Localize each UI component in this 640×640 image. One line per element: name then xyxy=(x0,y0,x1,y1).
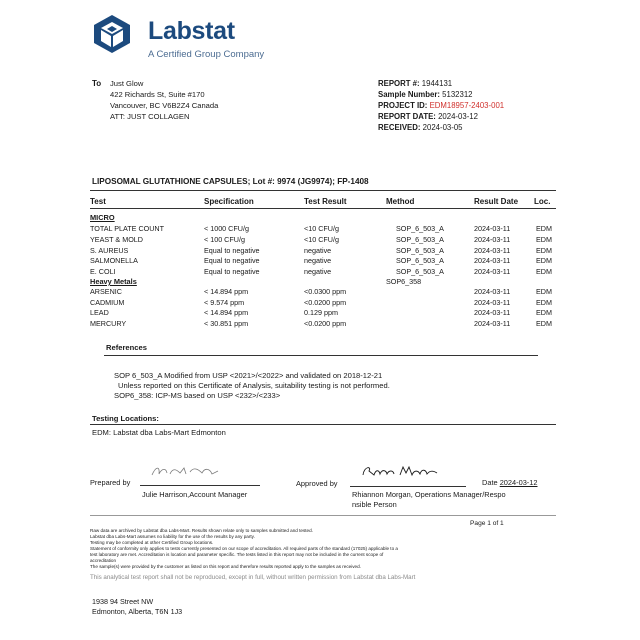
result-date: 2024-03-11 xyxy=(474,246,511,255)
report-number-row xyxy=(378,79,452,88)
test-result: negative xyxy=(304,267,332,276)
specification: < 100 CFU/g xyxy=(204,235,245,244)
disclaimer-line: Labstat dba Labs-Mart assumes no liability for the use of the results by any party. xyxy=(90,534,255,539)
result-date: 2024-03-11 xyxy=(474,298,511,307)
received-date: 2024-03-05 xyxy=(422,123,463,132)
prepared-by-label: Prepared by xyxy=(90,478,131,487)
signature-date: 2024-03-12 xyxy=(499,478,538,487)
signature-date-label: Date xyxy=(482,478,498,487)
col-location: Loc. xyxy=(534,197,551,206)
project-id-label: PROJECT ID: xyxy=(378,101,428,110)
result-date: 2024-03-11 xyxy=(474,287,511,296)
specification: Equal to negative xyxy=(204,246,260,255)
specification: < 1000 CFU/g xyxy=(204,224,249,233)
locations-divider xyxy=(90,424,556,425)
reference-line-3: SOP6_358: ICP-MS based on USP <232>/<233> xyxy=(114,391,281,400)
result-date: 2024-03-11 xyxy=(474,256,511,265)
col-test: Test xyxy=(90,197,106,206)
report-date-label: REPORT DATE: xyxy=(378,112,436,121)
approved-by-name-1: Rhiannon Morgan, Operations Manager/Respo xyxy=(352,490,506,499)
section-micro: MICRO xyxy=(90,213,115,222)
prepared-signature-line xyxy=(140,485,260,486)
received-row xyxy=(378,123,463,132)
method: SOP_6_503_A xyxy=(396,235,444,244)
header-divider xyxy=(90,208,556,209)
disclaimer-line: Testing may be completed at other Certified Group locations. xyxy=(90,540,214,545)
location: EDM xyxy=(536,319,552,328)
test-name: MERCURY xyxy=(90,319,127,328)
prepared-signature-icon xyxy=(150,462,222,480)
col-specification: Specification xyxy=(204,197,254,206)
test-name: LEAD xyxy=(90,308,109,317)
col-method: Method xyxy=(386,197,415,206)
testing-locations-heading: Testing Locations: xyxy=(92,414,159,423)
method: SOP_6_503_A xyxy=(396,224,444,233)
disclaimer-line: The sample(s) were provided by the customer as listed on this report and therefore results reported apply to the samples as received. xyxy=(90,564,361,569)
col-result-date: Result Date xyxy=(474,197,519,206)
sample-number-row xyxy=(378,90,473,99)
reference-line-1: SOP 6_503_A Modified from USP <2021>/<2022> and validated on 2018-12-21 xyxy=(114,371,383,380)
test-name: ARSENIC xyxy=(90,287,122,296)
test-result: <0.0200 ppm xyxy=(304,319,347,328)
result-date: 2024-03-11 xyxy=(474,224,511,233)
result-date: 2024-03-11 xyxy=(474,235,511,244)
test-result: <0.0200 ppm xyxy=(304,298,347,307)
product-title: LIPOSOMAL GLUTATHIONE CAPSULES; Lot #: 9974 (JG9974); FP-1408 xyxy=(92,177,369,186)
prepared-by-name: Julie Harrison,Account Manager xyxy=(142,490,248,499)
recipient-city: Vancouver, BC V6B2Z4 Canada xyxy=(110,101,219,110)
location: EDM xyxy=(536,267,552,276)
result-date: 2024-03-11 xyxy=(474,308,511,317)
disclaimer-line: Statement of conformity only applies to tests currently presented on our scope of accreditation. All required parts of the standard (17025) applicable to a xyxy=(90,546,398,551)
specification: < 30.851 ppm xyxy=(204,319,249,328)
col-test-result: Test Result xyxy=(304,197,347,206)
report-number: 1944131 xyxy=(421,79,453,88)
test-name: CADMIUM xyxy=(90,298,125,307)
location-edm: EDM: Labstat dba Labs-Mart Edmonton xyxy=(92,428,226,437)
disclaimer-divider xyxy=(90,515,556,516)
project-id-row xyxy=(378,101,504,110)
result-date: 2024-03-11 xyxy=(474,267,511,276)
test-result: negative xyxy=(304,256,332,265)
test-result: <10 CFU/g xyxy=(304,224,339,233)
test-name: E. COLI xyxy=(90,267,116,276)
received-label: RECEIVED: xyxy=(378,123,421,132)
disclaimer-line: accreditation xyxy=(90,558,117,563)
location: EDM xyxy=(536,287,552,296)
metals-method: SOP6_358 xyxy=(386,277,422,286)
approved-signature-line xyxy=(350,486,466,487)
specification: Equal to negative xyxy=(204,256,260,265)
approved-signature-icon xyxy=(360,462,440,480)
report-date-row xyxy=(378,112,478,121)
method: SOP_6_503_A xyxy=(396,267,444,276)
footer-address-line-1: 1938 94 Street NW xyxy=(92,597,154,606)
specification: < 14.894 ppm xyxy=(204,287,249,296)
test-name: YEAST & MOLD xyxy=(90,235,143,244)
reference-line-2: Unless reported on this Certificate of Analysis, suitability testing is not performed. xyxy=(118,381,390,390)
location: EDM xyxy=(536,246,552,255)
disclaimer-line: Raw data are archived by Labstat dba Labs-Mart. Results shown relate only to samples submitted and tested. xyxy=(90,528,313,533)
test-name: TOTAL PLATE COUNT xyxy=(90,224,165,233)
footer-address-line-2: Edmonton, Alberta, T6N 1J3 xyxy=(92,607,183,616)
location: EDM xyxy=(536,256,552,265)
method: SOP_6_503_A xyxy=(396,256,444,265)
brand-name: Labstat xyxy=(148,17,235,45)
test-result: negative xyxy=(304,246,332,255)
project-id: EDM18957-2403-001 xyxy=(429,101,505,110)
sample-number-label: Sample Number: xyxy=(378,90,440,99)
section-heavy-metals: Heavy Metals xyxy=(90,277,137,286)
reproduction-notice: This analytical test report shall not be reproduced, except in full, without written permission from Labstat dba Labs-Mart xyxy=(90,574,416,581)
disclaimer-line: test laboratory are met. Accreditation is location and parameter specific. The tests listed in this report may not be included in the current scope of xyxy=(90,552,384,557)
labstat-logo-icon xyxy=(92,14,132,54)
location: EDM xyxy=(536,235,552,244)
test-result: <10 CFU/g xyxy=(304,235,339,244)
approved-by-name-2: nsible Person xyxy=(352,500,397,509)
method: SOP_6_503_A xyxy=(396,246,444,255)
test-name: S. AUREUS xyxy=(90,246,129,255)
signature-date-row xyxy=(482,478,538,487)
location: EDM xyxy=(536,308,552,317)
result-date: 2024-03-11 xyxy=(474,319,511,328)
approved-by-label: Approved by xyxy=(296,479,338,488)
recipient-street: 422 Richards St, Suite #170 xyxy=(110,90,205,99)
references-divider xyxy=(104,355,538,356)
sample-number: 5132312 xyxy=(442,90,473,99)
specification: < 14.894 ppm xyxy=(204,308,249,317)
recipient-name: Just Glow xyxy=(110,79,144,88)
test-result: 0.129 ppm xyxy=(304,308,338,317)
test-result: <0.0300 ppm xyxy=(304,287,347,296)
recipient-attn: ATT: JUST COLLAGEN xyxy=(110,112,190,121)
location: EDM xyxy=(536,298,552,307)
brand-tagline: A Certified Group Company xyxy=(148,49,265,60)
specification: < 9.574 ppm xyxy=(204,298,245,307)
page-number: Page 1 of 1 xyxy=(470,520,504,527)
report-date: 2024-03-12 xyxy=(438,112,478,121)
test-name: SALMONELLA xyxy=(90,256,138,265)
title-divider xyxy=(90,190,556,191)
specification: Equal to negative xyxy=(204,267,260,276)
references-heading: References xyxy=(106,343,147,352)
report-number-label: REPORT #: xyxy=(378,79,420,88)
to-label: To xyxy=(92,79,102,88)
location: EDM xyxy=(536,224,552,233)
